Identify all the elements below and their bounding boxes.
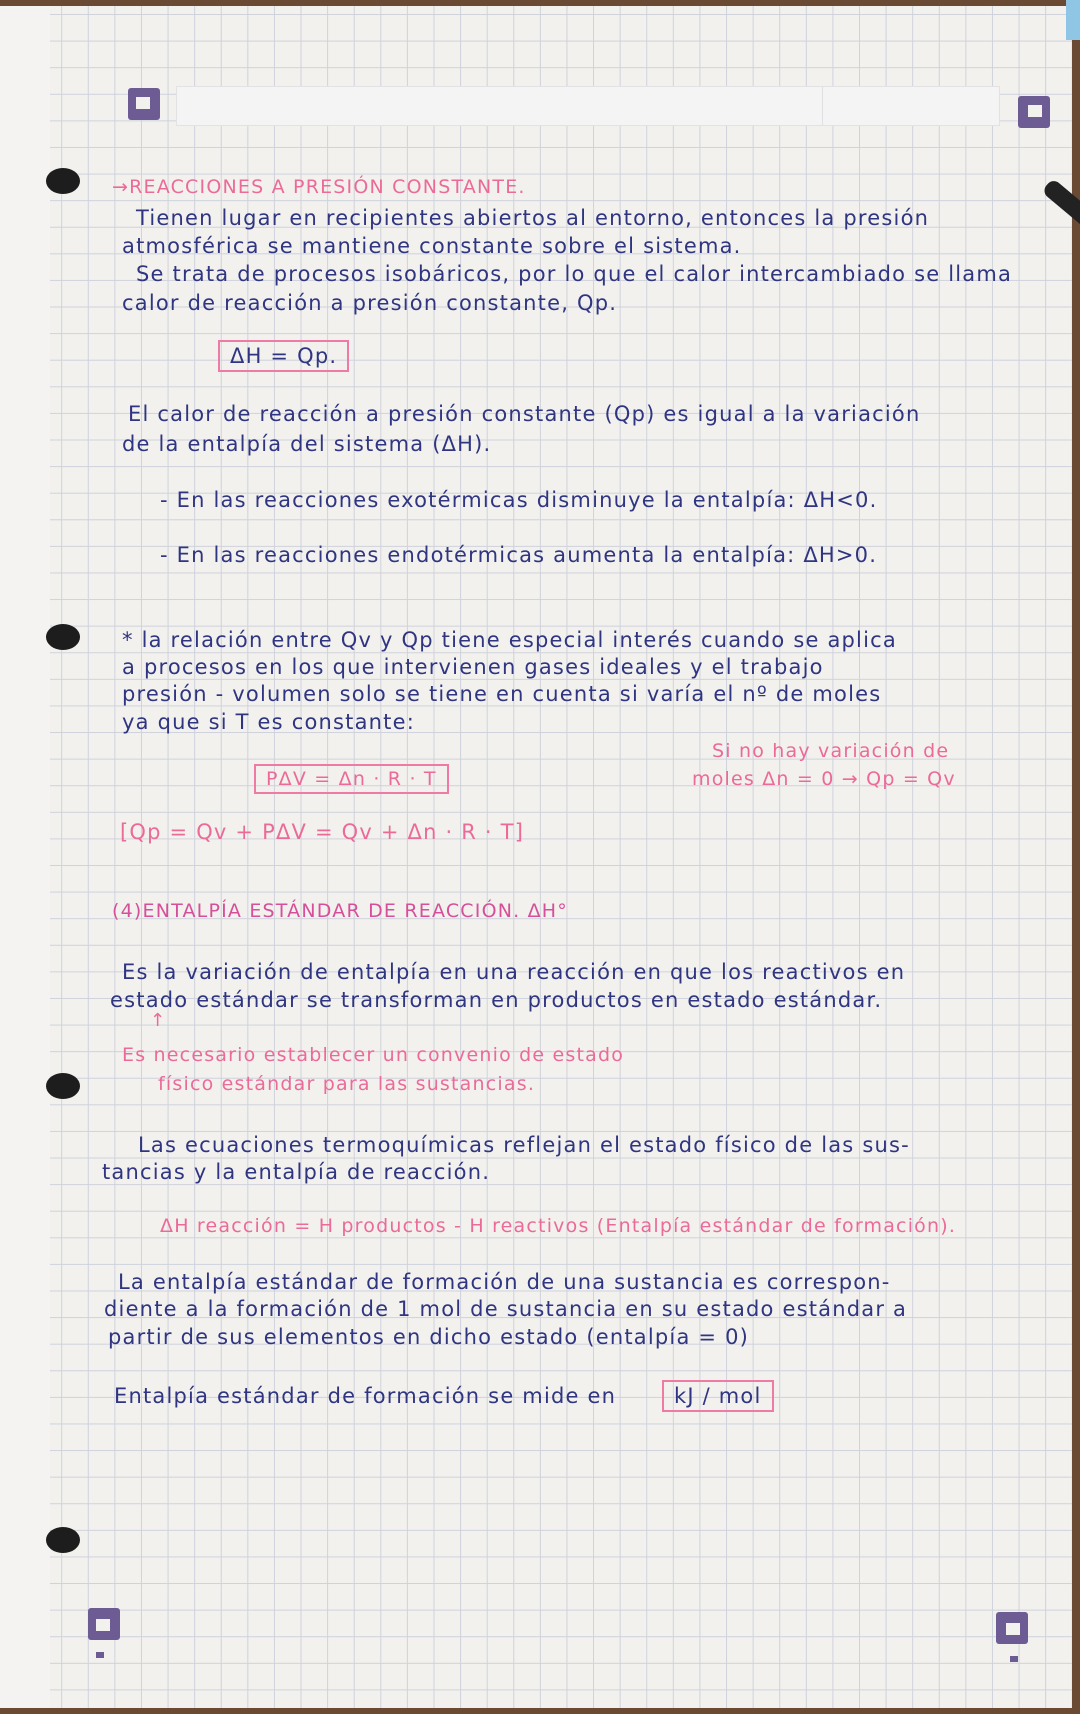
side-note: moles Δn = 0 → Qp = Qv [692, 768, 956, 790]
text-line: a procesos en los que intervienen gases ideales y el trabajo [122, 655, 824, 679]
formula: [Qp = Qv + PΔV = Qv + Δn · R · T] [120, 820, 525, 844]
text-line: Entalpía estándar de formación se mide en [114, 1384, 617, 1408]
formula-box: PΔV = Δn · R · T [254, 764, 449, 794]
corner-tick [96, 1652, 104, 1658]
text-line: diente a la formación de 1 mol de sustancia en su estado estándar a [104, 1297, 908, 1321]
corner-marker-icon [996, 1612, 1028, 1644]
title-field [176, 86, 1000, 126]
corner-tick [1010, 1656, 1018, 1662]
punch-hole [46, 624, 80, 650]
text-line: El calor de reacción a presión constante (Qp) es igual a la variación [128, 402, 921, 426]
formula-box: ΔH = Qp. [218, 340, 349, 372]
section-heading: (4)ENTALPÍA ESTÁNDAR DE REACCIÓN. ΔH° [112, 900, 568, 922]
bullet-item: - En las reacciones endotérmicas aumenta la entalpía: ΔH>0. [160, 543, 878, 567]
text-line: presión - volumen solo se tiene en cuenta si varía el nº de moles [122, 682, 882, 706]
text-line: Se trata de procesos isobáricos, por lo que el calor intercambiado se llama [136, 262, 1013, 286]
punch-hole [46, 168, 80, 194]
text-line: Las ecuaciones termoquímicas reflejan el estado físico de las sus- [138, 1133, 910, 1157]
arrow-up-icon: ↑ [150, 1010, 167, 1031]
section-heading: →REACCIONES A PRESIÓN CONSTANTE. [112, 176, 526, 198]
formula: ΔH reacción = H productos - H reactivos (Entalpía estándar de formación). [160, 1215, 957, 1237]
text-line: La entalpía estándar de formación de una sustancia es correspon- [118, 1270, 891, 1294]
corner-marker-icon [88, 1608, 120, 1640]
text-line: tancias y la entalpía de reacción. [102, 1160, 491, 1184]
text-line: Es la variación de entalpía en una reacción en que los reactivos en [122, 960, 906, 984]
note-line: Es necesario establecer un convenio de estado [122, 1044, 625, 1066]
paper-margin [0, 6, 50, 1708]
background-strip [1066, 0, 1080, 40]
text-line: * la relación entre Qv y Qp tiene especial interés cuando se aplica [122, 628, 897, 652]
text-line: partir de sus elementos en dicho estado (entalpía = 0) [108, 1325, 750, 1349]
corner-marker-icon [1018, 96, 1050, 128]
text-line: Tienen lugar en recipientes abiertos al entorno, entonces la presión [136, 206, 930, 230]
punch-hole [46, 1073, 80, 1099]
text-line: ya que si T es constante: [122, 710, 415, 734]
corner-marker-icon [128, 88, 160, 120]
note-line: físico estándar para las sustancias. [158, 1073, 536, 1095]
side-note: Si no hay variación de [712, 740, 950, 762]
bullet-item: - En las reacciones exotérmicas disminuye la entalpía: ΔH<0. [160, 488, 878, 512]
text-line: de la entalpía del sistema (ΔH). [122, 432, 492, 456]
unit-box: kJ / mol [662, 1380, 774, 1412]
text-line: estado estándar se transforman en productos en estado estándar. [110, 988, 883, 1012]
text-line: atmosférica se mantiene constante sobre el sistema. [122, 234, 742, 258]
punch-hole [46, 1527, 80, 1553]
text-line: calor de reacción a presión constante, Qp. [122, 291, 618, 315]
